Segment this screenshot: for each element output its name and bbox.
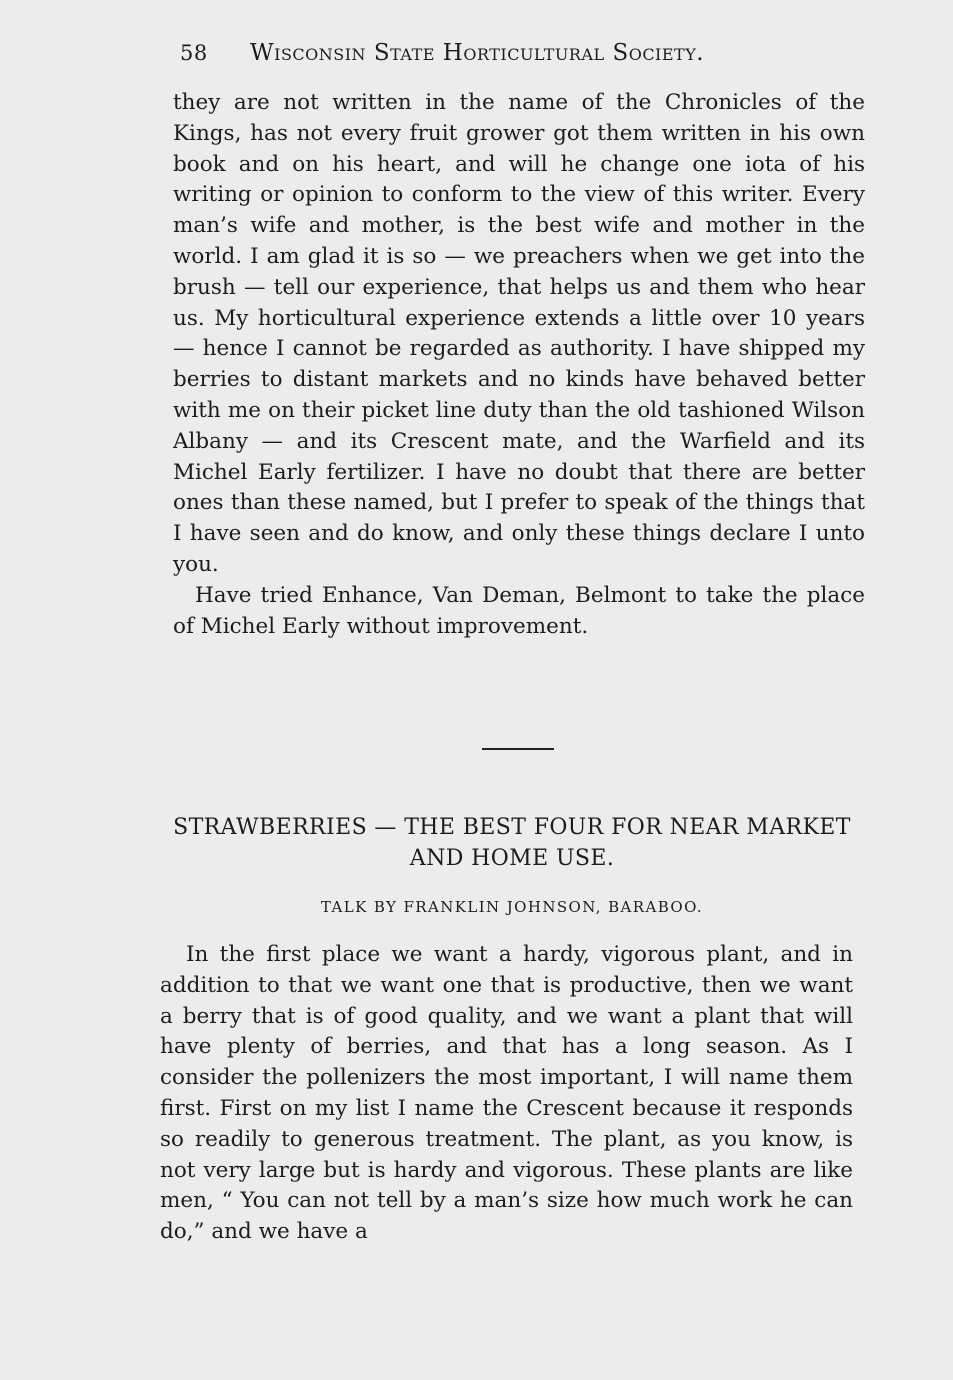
paragraph: they are not written in the name of the Chronicles of the Kings, has not every fruit grower got them written in his own book and on his heart, and will he change one iota of his writing or opinion to conform to the view of this writer. Every man’s wife and mother, is the best wife and mother in the world. I am glad it is so — we preachers when we get into the brush — tell our experience, that helps us and them who hear us. My horticultural experience extends a little over 10 years — hence I cannot be regarded as authority. I have shipped my berries to distant markets and no kinds have behaved better with me on their picket line duty than the old tashioned Wilson Albany — and its Crescent mate, and the Warfield and its Michel Early fertilizer. I have no doubt that there are better ones than these named, but I prefer to speak of the things that I have seen and do know, and only these things declare I unto you. xyxy=(173,90,865,577)
running-head xyxy=(180,40,800,66)
page-number: 58 xyxy=(180,41,208,65)
article-title: STRAWBERRIES — THE BEST FOUR FOR NEAR MARKET AND HOME USE. xyxy=(173,815,851,871)
article-byline: TALK BY FRANKLIN JOHNSON, BARABOO. xyxy=(320,898,704,916)
paragraph: In the first place we want a hardy, vigorous plant, and in addition to that we want one that is productive, then we want a berry that is of good quality, and we want a plant that will have plenty of berries, and that has a long season. As I consider the pollenizers the most important, I will name them first. First on my list I name the Crescent because it responds so readily to generous treatment. The plant, as you know, is not very large but is hardy and vigorous. These plants are like men, “ You can not tell by a man’s size how much work he can do,” and we have a xyxy=(160,942,853,1245)
running-title: Wisconsin State Horticultural Society. xyxy=(250,40,705,66)
continued-text xyxy=(173,88,865,642)
article-body xyxy=(160,940,853,1248)
paragraph: Have tried Enhance, Van Deman, Belmont to take the place of Michel Early without improvement. xyxy=(173,582,865,639)
section-divider xyxy=(482,748,554,750)
